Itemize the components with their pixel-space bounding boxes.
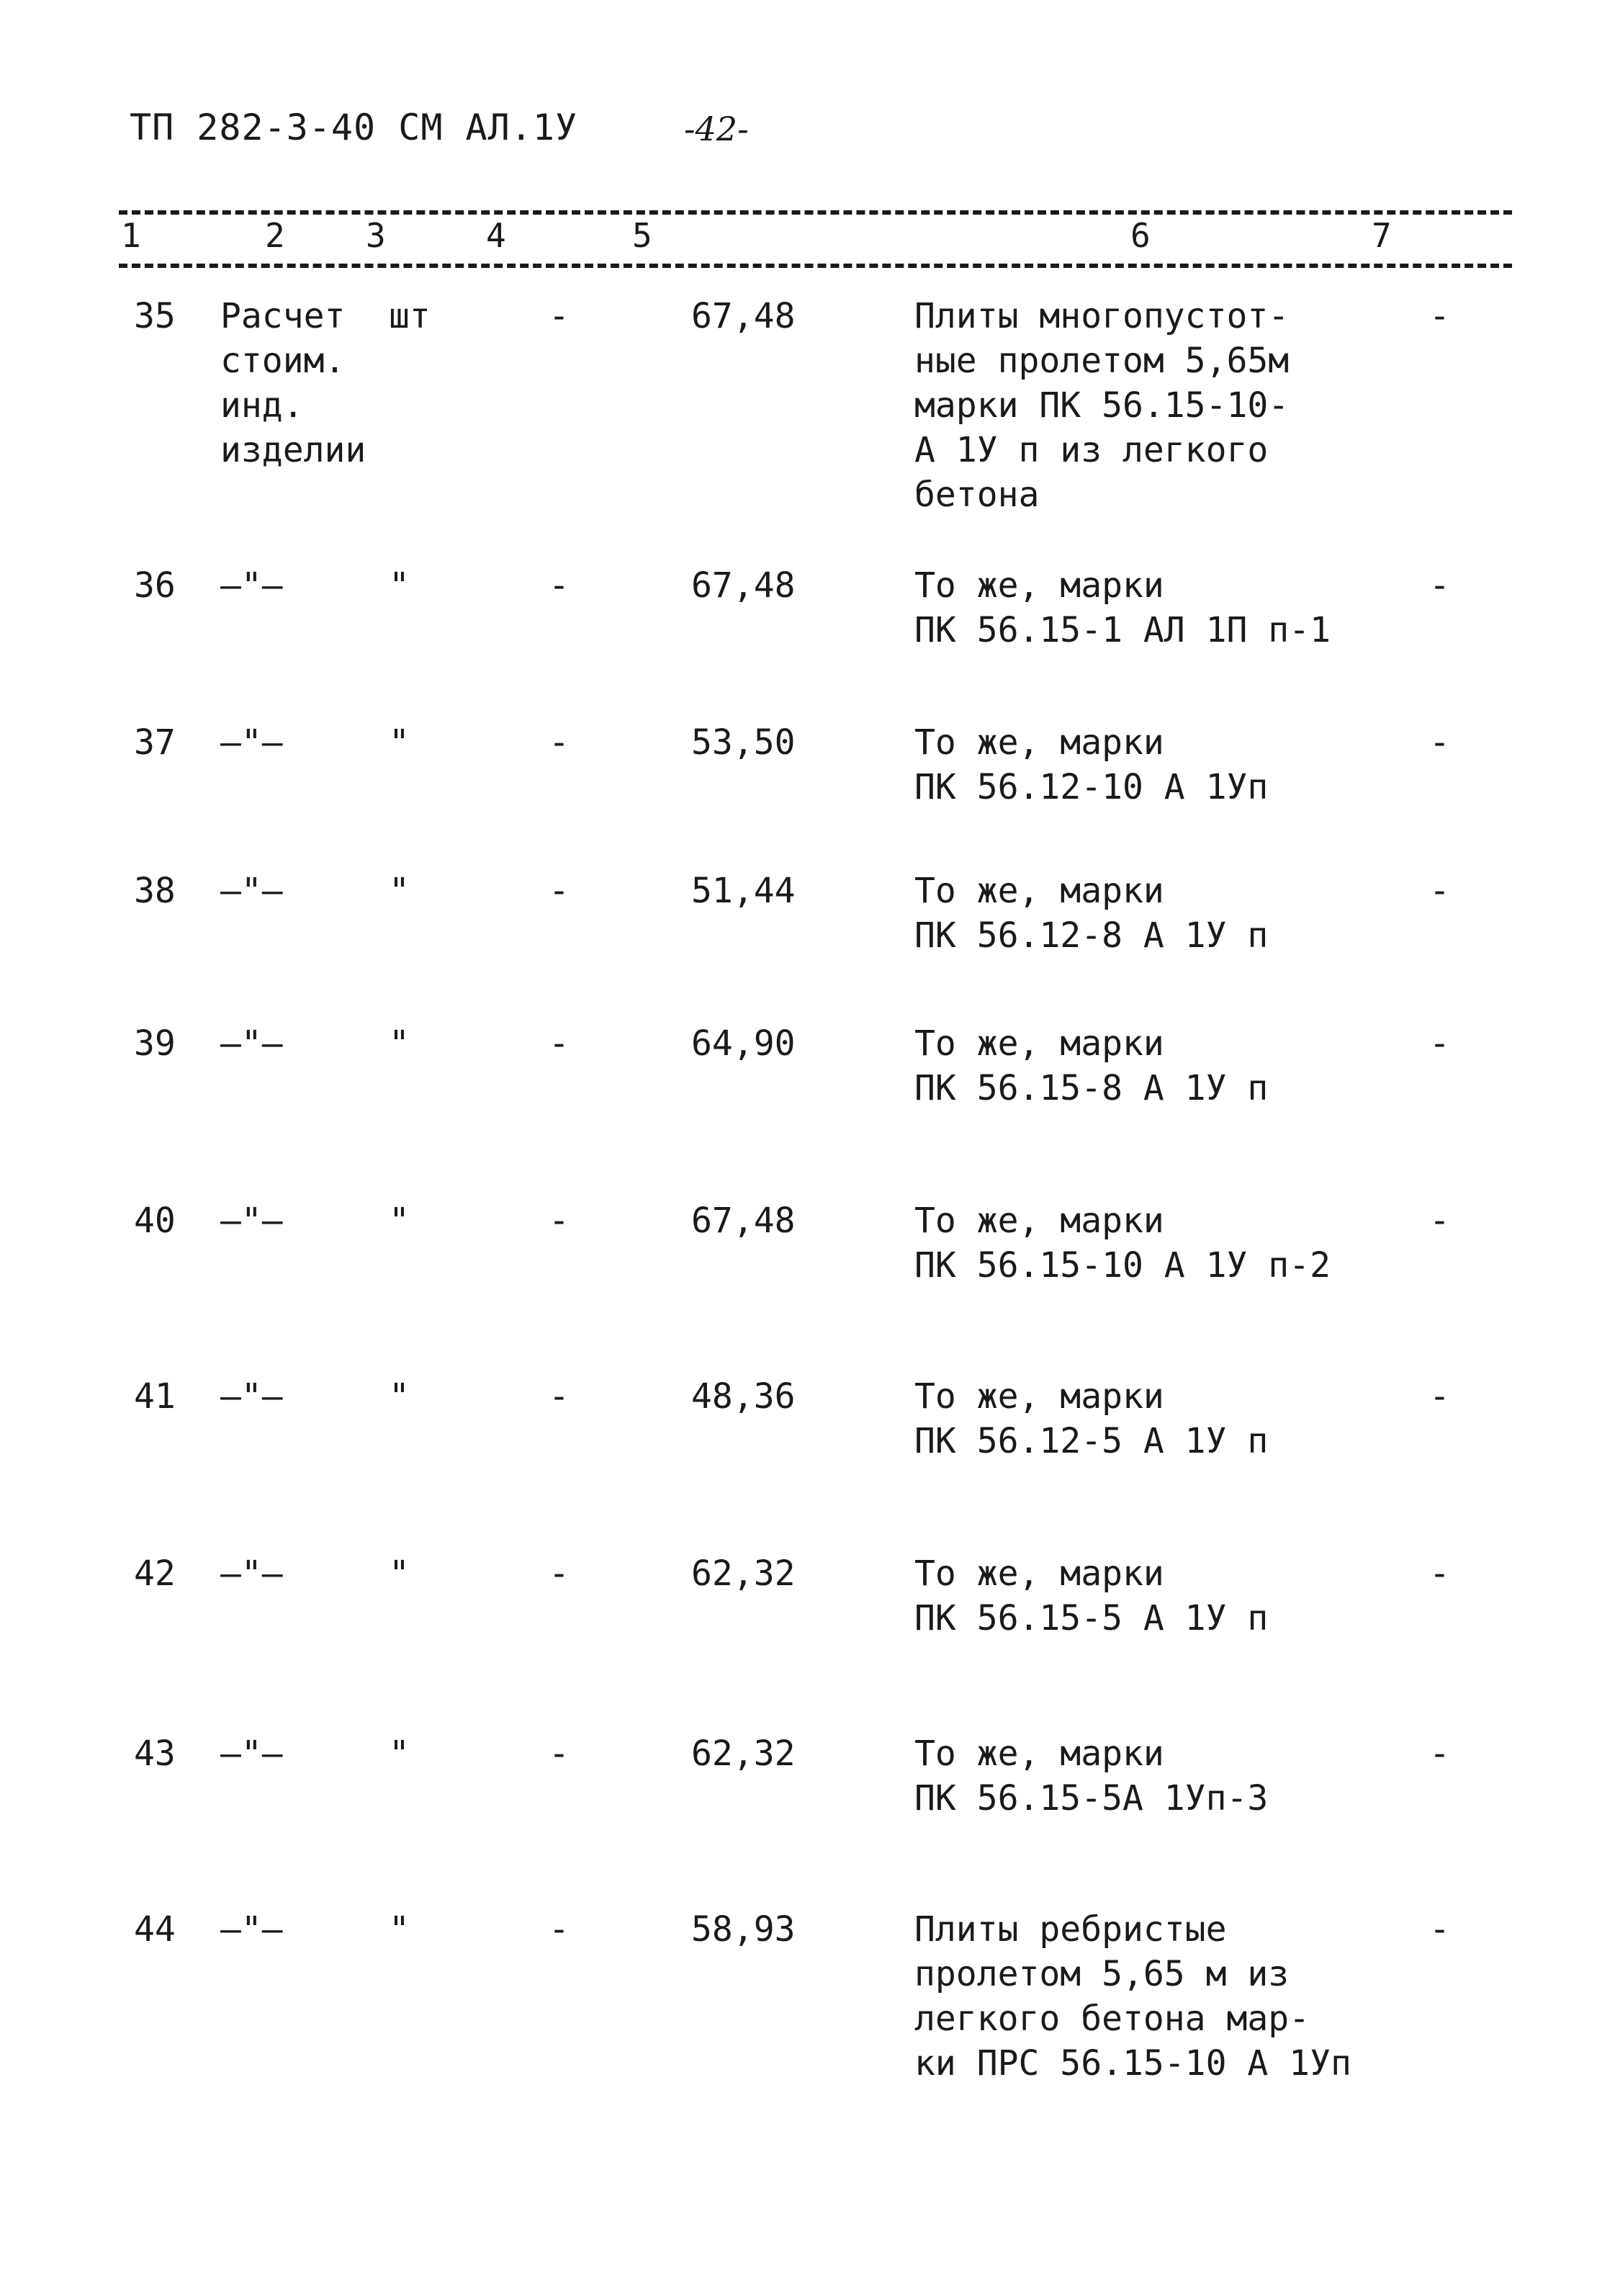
row-col7: -	[1429, 1023, 1450, 1064]
header-divider-bottom	[119, 264, 1512, 268]
row-number: 39	[134, 1023, 176, 1064]
row-col7: -	[1429, 1734, 1450, 1774]
row-price: 58,93	[691, 1909, 796, 1950]
row-name: —"—	[220, 1376, 283, 1417]
row-name: —"—	[220, 1909, 283, 1950]
row-description: То же, марки ПК 56.12-5 А 1У п	[914, 1376, 1269, 1461]
row-col4: -	[549, 296, 570, 336]
row-description: То же, марки ПК 56.15-5 А 1У п	[914, 1553, 1269, 1638]
row-price: 62,32	[691, 1734, 796, 1774]
document-code: ТП 282-3-40 СМ АЛ.1У	[130, 107, 578, 148]
column-number-7: 7	[1372, 216, 1392, 255]
row-number: 44	[134, 1909, 176, 1950]
row-unit: "	[389, 1376, 410, 1417]
row-unit: "	[389, 1023, 410, 1064]
row-col7: -	[1429, 1201, 1450, 1241]
row-unit: "	[389, 1553, 410, 1594]
row-number: 40	[134, 1201, 176, 1241]
row-price: 67,48	[691, 565, 796, 606]
row-name: Расчет стоим. инд. изделии	[220, 296, 366, 470]
row-price: 51,44	[691, 871, 796, 911]
row-col4: -	[549, 1376, 570, 1417]
column-number-4: 4	[486, 216, 506, 255]
column-number-1: 1	[121, 216, 141, 255]
row-col7: -	[1429, 1909, 1450, 1950]
row-description: То же, марки ПК 56.15-1 АЛ 1П п-1	[914, 565, 1331, 650]
row-description: То же, марки ПК 56.12-10 А 1Уп	[914, 722, 1269, 807]
row-col7: -	[1429, 1376, 1450, 1417]
row-unit: "	[389, 871, 410, 911]
page-number: -42-	[684, 109, 749, 148]
row-name: —"—	[220, 871, 283, 911]
column-number-6: 6	[1130, 216, 1151, 255]
row-unit: "	[389, 1909, 410, 1950]
column-number-2: 2	[265, 216, 285, 255]
row-number: 35	[134, 296, 176, 336]
row-number: 43	[134, 1734, 176, 1774]
row-description: Плиты многопустот- ные пролетом 5,65м марки ПК 56.15-10- А 1У п из легкого бетона	[914, 296, 1290, 515]
row-unit: "	[389, 722, 410, 763]
row-number: 41	[134, 1376, 176, 1417]
row-unit: "	[389, 1734, 410, 1774]
row-col7: -	[1429, 296, 1450, 336]
row-number: 38	[134, 871, 176, 911]
row-unit: "	[389, 565, 410, 606]
row-col4: -	[549, 1909, 570, 1950]
row-price: 48,36	[691, 1376, 796, 1417]
row-col4: -	[549, 871, 570, 911]
row-col4: -	[549, 1553, 570, 1594]
row-description: То же, марки ПК 56.15-5А 1Уп-3	[914, 1734, 1269, 1819]
row-number: 42	[134, 1553, 176, 1594]
row-description: То же, марки ПК 56.12-8 А 1У п	[914, 871, 1269, 956]
row-price: 62,32	[691, 1553, 796, 1594]
row-name: —"—	[220, 1201, 283, 1241]
row-description: То же, марки ПК 56.15-10 А 1У п-2	[914, 1201, 1331, 1286]
row-col4: -	[549, 1734, 570, 1774]
row-number: 37	[134, 722, 176, 763]
row-col7: -	[1429, 1553, 1450, 1594]
row-name: —"—	[220, 722, 283, 763]
row-col7: -	[1429, 871, 1450, 911]
column-number-5: 5	[632, 216, 652, 255]
row-description: То же, марки ПК 56.15-8 А 1У п	[914, 1023, 1269, 1108]
row-col4: -	[549, 1023, 570, 1064]
row-unit: "	[389, 1201, 410, 1241]
row-price: 67,48	[691, 296, 796, 336]
row-name: —"—	[220, 1553, 283, 1594]
row-unit: шт	[389, 296, 431, 336]
row-col4: -	[549, 1201, 570, 1241]
row-price: 64,90	[691, 1023, 796, 1064]
row-col4: -	[549, 722, 570, 763]
row-name: —"—	[220, 1023, 283, 1064]
row-col4: -	[549, 565, 570, 606]
row-col7: -	[1429, 565, 1450, 606]
header-divider-top	[119, 210, 1512, 215]
row-name: —"—	[220, 1734, 283, 1774]
row-price: 67,48	[691, 1201, 796, 1241]
row-price: 53,50	[691, 722, 796, 763]
row-name: —"—	[220, 565, 283, 606]
row-col7: -	[1429, 722, 1450, 763]
row-number: 36	[134, 565, 176, 606]
column-number-3: 3	[366, 216, 386, 255]
row-description: Плиты ребристые пролетом 5,65 м из легкого бетона мар- ки ПРС 56.15-10 А 1Уп	[914, 1909, 1351, 2084]
